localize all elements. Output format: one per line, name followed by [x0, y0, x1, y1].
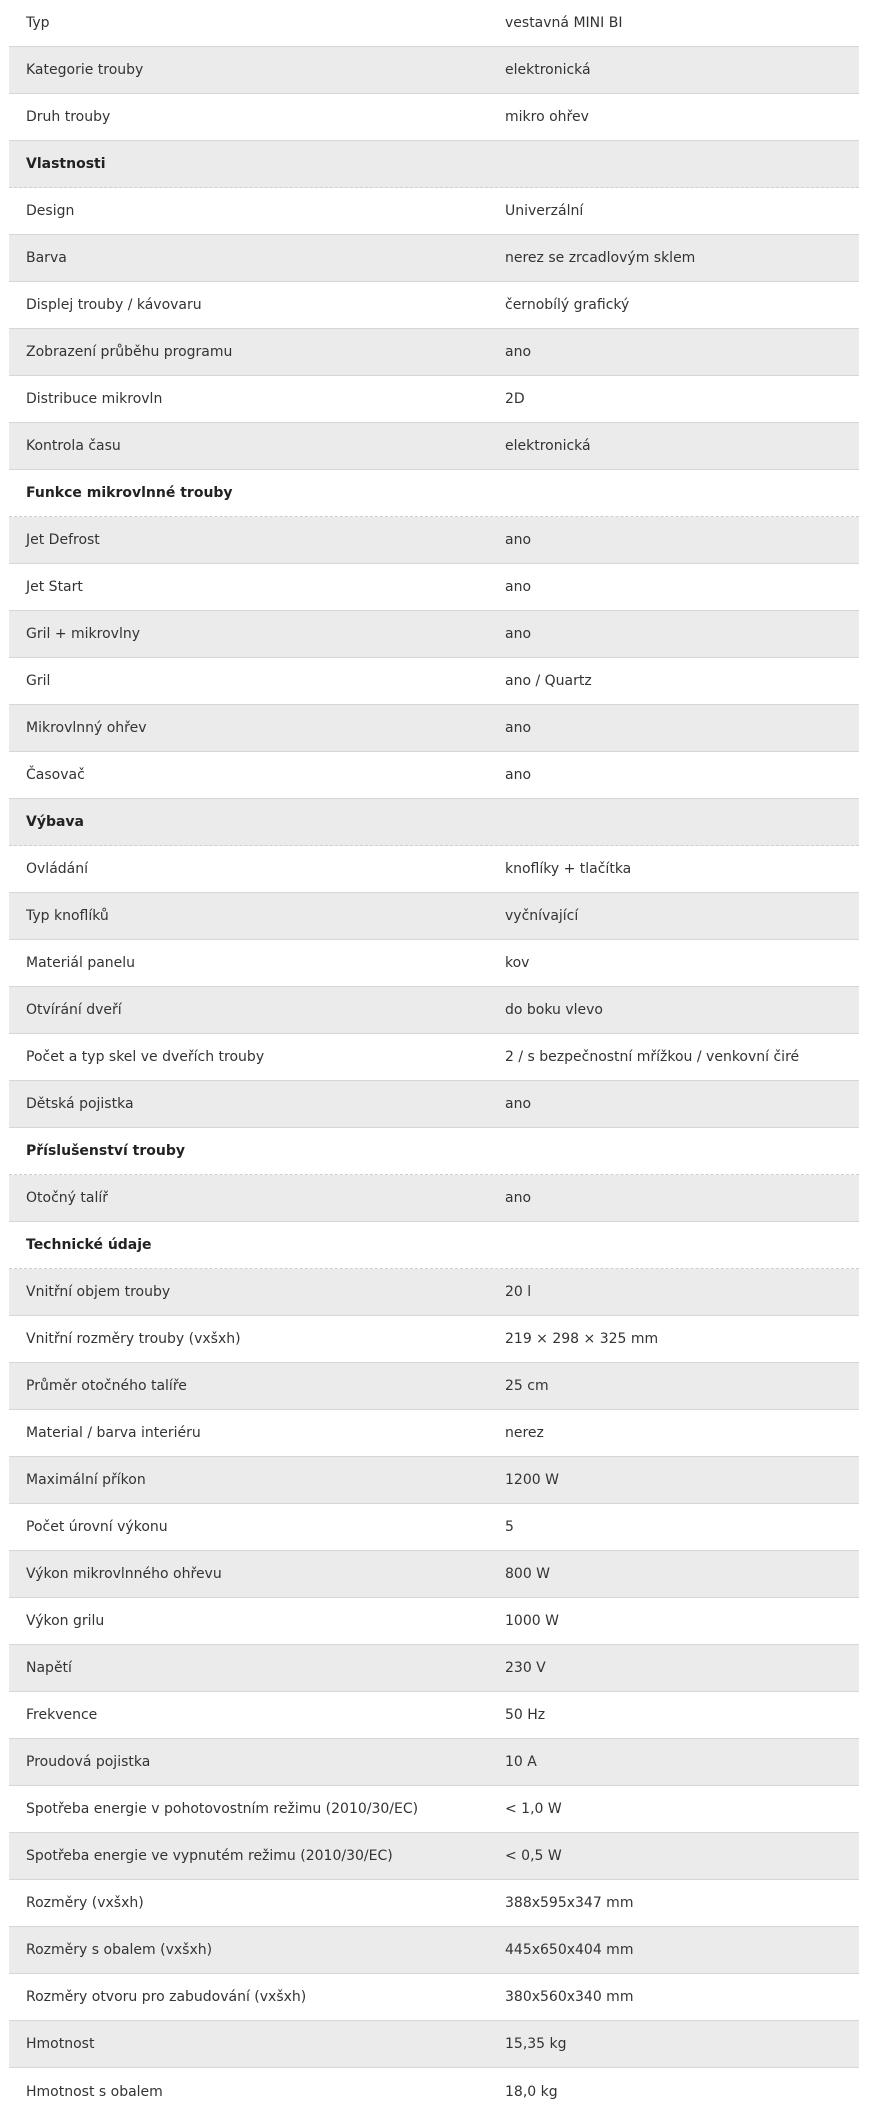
- spec-label: Průměr otočného talíře: [26, 1378, 187, 1394]
- spec-row: [9, 2021, 859, 2068]
- spec-row: [9, 0, 859, 47]
- spec-label: Ovládání: [26, 861, 89, 877]
- spec-row: [9, 188, 859, 235]
- spec-label: Kategorie trouby: [26, 62, 144, 78]
- spec-value: ano: [505, 344, 532, 360]
- spec-label: Rozměry s obalem (vxšxh): [26, 1942, 213, 1958]
- spec-value: ano / Quartz: [505, 673, 592, 689]
- spec-label: Maximální příkon: [26, 1472, 146, 1488]
- spec-row: [9, 846, 859, 893]
- spec-row: [9, 1692, 859, 1739]
- section-title: Technické údaje: [26, 1237, 152, 1253]
- section-header-row: [9, 470, 859, 517]
- spec-value: < 0,5 W: [505, 1848, 562, 1864]
- spec-value: 18,0 kg: [505, 2083, 558, 2100]
- spec-label: Dětská pojistka: [26, 1096, 134, 1112]
- spec-value: 15,35 kg: [505, 2036, 567, 2052]
- spec-value: 20 l: [505, 1284, 532, 1300]
- spec-value: vestavná MINI BI: [505, 15, 623, 31]
- spec-label: Počet a typ skel ve dveřích trouby: [26, 1049, 265, 1065]
- spec-row: [9, 282, 859, 329]
- spec-label: Výkon grilu: [26, 1613, 105, 1629]
- spec-value: elektronická: [505, 438, 591, 454]
- spec-label: Proudová pojistka: [26, 1754, 151, 1770]
- spec-row: [9, 1316, 859, 1363]
- spec-label: Hmotnost s obalem: [26, 2083, 163, 2100]
- spec-row: [9, 1504, 859, 1551]
- spec-label: Gril + mikrovlny: [26, 626, 140, 642]
- spec-label: Material / barva interiéru: [26, 1425, 201, 1441]
- spec-value: 388x595x347 mm: [505, 1895, 634, 1911]
- section-header-row: [9, 799, 859, 846]
- spec-row: [9, 47, 859, 94]
- spec-row: [9, 1645, 859, 1692]
- spec-row: [9, 94, 859, 141]
- section-title: Výbava: [26, 814, 85, 830]
- spec-row: [9, 1974, 859, 2021]
- spec-label: Typ knoflíků: [26, 908, 109, 924]
- spec-label: Gril: [26, 673, 51, 689]
- spec-value: do boku vlevo: [505, 1002, 603, 1018]
- spec-value: 800 W: [505, 1566, 551, 1582]
- spec-value: ano: [505, 767, 532, 783]
- spec-label: Mikrovlnný ohřev: [26, 720, 147, 736]
- spec-value: 2 / s bezpečnostní mřížkou / venkovní čiré: [505, 1049, 800, 1065]
- spec-row: [9, 376, 859, 423]
- spec-label: Druh trouby: [26, 109, 111, 125]
- spec-row: [9, 1457, 859, 1504]
- spec-row: [9, 1175, 859, 1222]
- section-title: Funkce mikrovlnné trouby: [26, 485, 233, 501]
- spec-label: Počet úrovní výkonu: [26, 1519, 168, 1535]
- spec-value: 219 × 298 × 325 mm: [505, 1331, 659, 1347]
- spec-value: 230 V: [505, 1660, 546, 1676]
- spec-label: Časovač: [26, 767, 85, 783]
- spec-value: 5: [505, 1519, 514, 1535]
- spec-label: Výkon mikrovlnného ohřevu: [26, 1566, 222, 1582]
- spec-label: Typ: [26, 15, 50, 31]
- spec-value: Univerzální: [505, 203, 584, 219]
- spec-row: [9, 1739, 859, 1786]
- spec-label: Rozměry otvoru pro zabudování (vxšxh): [26, 1989, 307, 2005]
- spec-row: [9, 1833, 859, 1880]
- spec-row: [9, 752, 859, 799]
- spec-label: Distribuce mikrovln: [26, 391, 163, 407]
- section-header-row: [9, 1222, 859, 1269]
- spec-label: Otvírání dveří: [26, 1002, 122, 1018]
- spec-label: Rozměry (vxšxh): [26, 1895, 144, 1911]
- spec-label: Materiál panelu: [26, 955, 136, 971]
- spec-value: 445x650x404 mm: [505, 1942, 634, 1958]
- spec-label: Otočný talíř: [26, 1190, 108, 1206]
- spec-value: nerez se zrcadlovým sklem: [505, 250, 696, 266]
- spec-label: Jet Start: [26, 579, 83, 595]
- section-title: Vlastnosti: [26, 156, 106, 172]
- spec-label: Napětí: [26, 1660, 72, 1676]
- spec-label: Zobrazení průběhu programu: [26, 344, 233, 360]
- spec-row: [9, 1598, 859, 1645]
- spec-label: Jet Defrost: [26, 532, 100, 548]
- spec-row: [9, 658, 859, 705]
- spec-value: nerez: [505, 1425, 544, 1441]
- spec-value: 1000 W: [505, 1613, 559, 1629]
- spec-value: 50 Hz: [505, 1707, 546, 1723]
- spec-value: ano: [505, 626, 532, 642]
- spec-value: ano: [505, 720, 532, 736]
- spec-row: [9, 1034, 859, 1081]
- spec-row: [9, 564, 859, 611]
- spec-value: 2D: [505, 391, 525, 407]
- spec-row: [9, 611, 859, 658]
- spec-label: Spotřeba energie ve vypnutém režimu (2010/30/EC): [26, 1848, 393, 1864]
- spec-value: 1200 W: [505, 1472, 559, 1488]
- spec-label: Barva: [26, 250, 67, 266]
- specification-table: [9, 0, 859, 2115]
- spec-value: 380x560x340 mm: [505, 1989, 634, 2005]
- spec-value: černobílý grafický: [505, 297, 630, 313]
- spec-value: < 1,0 W: [505, 1801, 562, 1817]
- section-header-row: [9, 141, 859, 188]
- spec-row: [9, 2068, 859, 2115]
- spec-row: [9, 1786, 859, 1833]
- spec-label: Vnitřní rozměry trouby (vxšxh): [26, 1331, 241, 1347]
- spec-value: vyčnívající: [505, 908, 579, 924]
- spec-label: Spotřeba energie v pohotovostním režimu (2010/30/EC): [26, 1801, 419, 1817]
- spec-value: 25 cm: [505, 1378, 549, 1394]
- spec-row: [9, 235, 859, 282]
- spec-row: [9, 1081, 859, 1128]
- spec-row: [9, 1363, 859, 1410]
- spec-value: ano: [505, 1096, 532, 1112]
- spec-value: 10 A: [505, 1754, 537, 1770]
- spec-label: Frekvence: [26, 1707, 98, 1723]
- spec-row: [9, 987, 859, 1034]
- spec-row: [9, 1880, 859, 1927]
- spec-value: elektronická: [505, 62, 591, 78]
- spec-row: [9, 1269, 859, 1316]
- spec-row: [9, 1927, 859, 1974]
- spec-label: Design: [26, 203, 75, 219]
- section-header-row: [9, 1128, 859, 1175]
- spec-row: [9, 1410, 859, 1457]
- spec-row: [9, 517, 859, 564]
- spec-label: Displej trouby / kávovaru: [26, 297, 202, 313]
- spec-row: [9, 705, 859, 752]
- spec-value: mikro ohřev: [505, 109, 589, 125]
- spec-row: [9, 1551, 859, 1598]
- spec-value: ano: [505, 1190, 532, 1206]
- spec-value: kov: [505, 955, 530, 971]
- spec-row: [9, 940, 859, 987]
- spec-label: Vnitřní objem trouby: [26, 1284, 171, 1300]
- spec-row: [9, 893, 859, 940]
- section-title: Příslušenství trouby: [26, 1143, 186, 1159]
- spec-row: [9, 329, 859, 376]
- spec-label: Hmotnost: [26, 2036, 95, 2052]
- spec-value: ano: [505, 579, 532, 595]
- spec-label: Kontrola času: [26, 438, 121, 454]
- spec-row: [9, 423, 859, 470]
- spec-value: ano: [505, 532, 532, 548]
- spec-value: knoflíky + tlačítka: [505, 861, 632, 877]
